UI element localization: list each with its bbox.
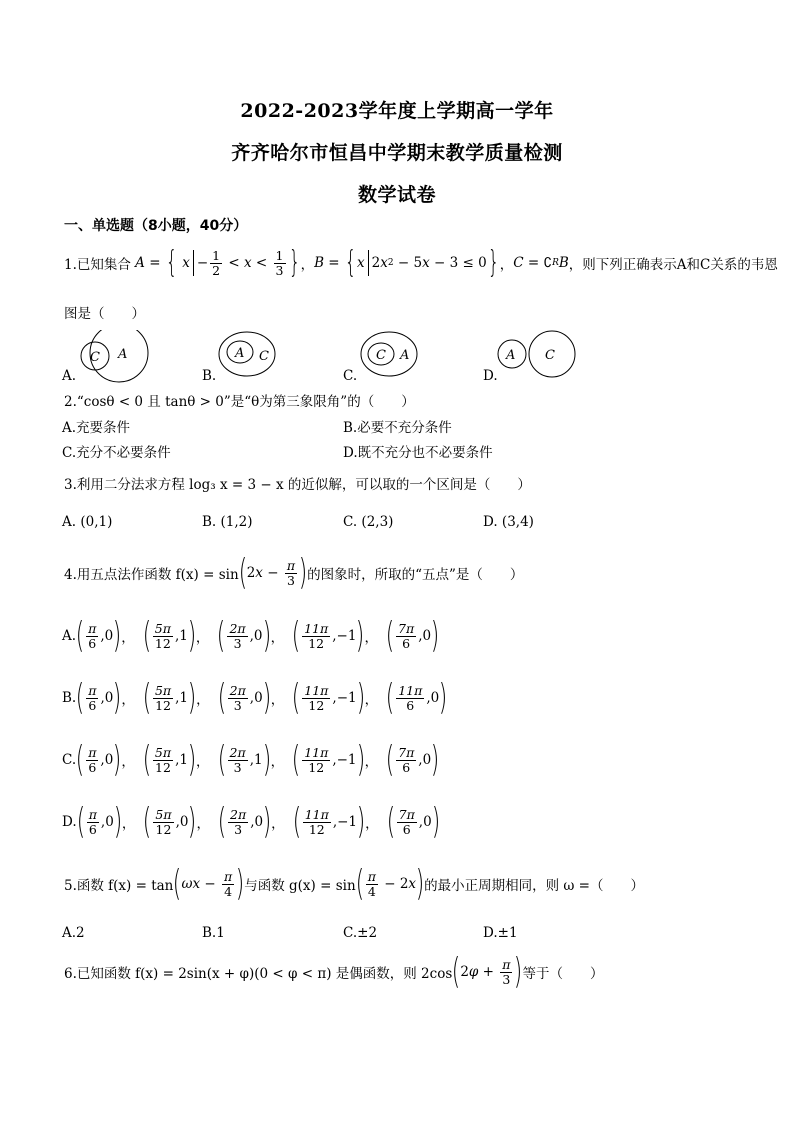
q1-option-d-label: D. xyxy=(483,368,498,384)
q1-set-a: A xyxy=(130,255,145,271)
q4-point: ( $\frac{11\pi}{12}$ ,−1 ) ， xyxy=(292,677,379,718)
q4-point: ( $\frac{5\pi}{12}$ ,1 ) ， xyxy=(142,677,210,718)
q3-option-b[interactable]: B. (1,2) xyxy=(202,514,253,530)
q1-option-c[interactable] xyxy=(354,330,424,386)
venn-diagram-a xyxy=(62,330,157,385)
q4-option-label: D. xyxy=(62,814,77,830)
venn-a-outer: A xyxy=(118,347,128,362)
q4-option-label: B. xyxy=(62,690,77,706)
q5-option-d[interactable]: D.±1 xyxy=(483,925,518,941)
exam-title-line3: 数学试卷 xyxy=(357,184,436,206)
question-4: 4.用五点法作函数 f(x) = sin ( 2 x − $\frac{\pi}{3}$ ) 的图象时，所取的“五点”是（ ） xyxy=(64,552,524,593)
q4-point: ( $\frac{11\pi}{6}$ ,0 ) xyxy=(385,677,448,718)
q3-option-a[interactable]: A. (0,1) xyxy=(62,514,113,530)
q4-option-d[interactable] xyxy=(62,801,448,842)
q4-option-c[interactable] xyxy=(62,739,447,780)
q3-option-c[interactable]: C. (2,3) xyxy=(343,514,394,530)
q5-option-a[interactable]: A.2 xyxy=(62,925,85,941)
q6-prefix: 6.已知函数 f(x) = 2sin(x + φ)(0 < φ < π) 是偶函数，则 2cos xyxy=(64,966,453,982)
question-1-line1: 1.已知集合 A = { x − $\frac{1}{2}$ < x < $\frac{1}{3}$ } ， B = { x 2 x 2 − 5 x − 3 ≤ 0 } ， C = ∁ R B ，则下列正确表示A和C关系的韦恩 xyxy=(64,245,778,280)
venn-diagram-c xyxy=(354,330,424,382)
q4-option-label: C. xyxy=(62,752,77,768)
question-6: 6.已知函数 f(x) = 2sin(x + φ)(0 < φ < π) 是偶函数，则 2cos ( 2 φ + $\frac{\pi}{3}$ ) 等于（ ） xyxy=(64,951,604,992)
q1-option-b[interactable] xyxy=(212,330,282,386)
q4-point: ( $\frac{2\pi}{3}$ ,0 ) ， xyxy=(217,801,285,842)
q6-suffix: 等于（ ） xyxy=(522,966,604,982)
question-2: 2.“cosθ < 0 且 tanθ > 0”是“θ为第三象限角”的（ ） xyxy=(64,394,415,410)
q5-suffix: 的最小正周期相同，则 ω =（ ） xyxy=(424,878,644,894)
q4-suffix: 的图象时，所取的“五点”是（ ） xyxy=(307,567,524,583)
exam-title-line2: 齐齐哈尔市恒昌中学期末教学质量检测 xyxy=(231,142,563,164)
q4-option-b[interactable] xyxy=(62,677,455,718)
q4-point: ( $\frac{7\pi}{6}$ ,0 ) xyxy=(385,739,440,780)
venn-c-inner: C xyxy=(376,348,386,363)
venn-diagram-b xyxy=(212,330,282,382)
q4-point: ( $\frac{11\pi}{12}$ ,−1 ) ， xyxy=(291,615,378,656)
venn-d-left: A xyxy=(506,348,516,363)
q4-point: ( $\frac{2\pi}{3}$ ,1 ) ， xyxy=(217,739,285,780)
q4-point: ( $\frac{\pi}{6}$ ,0 ) ， xyxy=(76,801,136,842)
venn-diagram-d xyxy=(496,330,580,382)
question-1-line2: 图是（ ） xyxy=(64,306,145,322)
q4-point: ( $\frac{11\pi}{12}$ ,−1 ) ， xyxy=(291,739,379,780)
venn-c-outer: A xyxy=(400,348,410,363)
q4-prefix: 4.用五点法作函数 f(x) = sin xyxy=(64,567,239,583)
q2-option-d[interactable]: D.既不充分也不必要条件 xyxy=(343,445,493,461)
q5-option-b[interactable]: B.1 xyxy=(202,925,225,941)
venn-d-right: C xyxy=(545,348,555,363)
q4-option-label: A. xyxy=(62,628,77,644)
q1-option-b-label: B. xyxy=(202,368,217,384)
q2-option-b[interactable]: B.必要不充分条件 xyxy=(343,420,452,436)
q1-prefix: 1.已知集合 xyxy=(64,257,131,273)
q4-point: ( $\frac{\pi}{6}$ ,0 ) ， xyxy=(75,615,135,656)
section-heading-single-choice: 一、单选题（8小题，40分） xyxy=(64,218,248,234)
q1-text-tail: ，则下列正确表示A和C关系的韦恩 xyxy=(568,257,778,273)
q4-point: ( $\frac{11\pi}{12}$ ,−1 ) ， xyxy=(292,801,379,842)
q5-option-c[interactable]: C.±2 xyxy=(343,925,378,941)
q1-option-c-label: C. xyxy=(343,368,358,384)
venn-b-outer: C xyxy=(259,349,269,364)
q4-point: ( $\frac{2\pi}{3}$ ,0 ) ， xyxy=(217,615,285,656)
q4-point: ( $\frac{2\pi}{3}$ ,0 ) ， xyxy=(217,677,285,718)
q4-point: ( $\frac{\pi}{6}$ ,0 ) ， xyxy=(75,739,135,780)
question-5: 5.函数 f(x) = tan ( ωx − $\frac{\pi}{4}$ ) 与函数 g(x) = sin ( $\frac{\pi}{4}$ − 2 x ) 的最小正周期相同，则 ω =（ ） xyxy=(64,863,644,904)
q4-point: ( $\frac{5\pi}{12}$ ,1 ) ， xyxy=(142,615,210,656)
q4-point: ( $\frac{5\pi}{12}$ ,0 ) ， xyxy=(143,801,210,842)
q4-point: ( $\frac{5\pi}{12}$ ,1 ) ， xyxy=(142,739,210,780)
q2-option-c[interactable]: C.充分不必要条件 xyxy=(62,445,171,461)
question-3: 3.利用二分法求方程 log₃ x = 3 − x 的近似解，可以取的一个区间是（ ） xyxy=(64,477,531,493)
q4-point: ( $\frac{7\pi}{6}$ ,0 ) xyxy=(386,801,440,842)
q1-option-a[interactable] xyxy=(62,330,157,389)
q3-option-d[interactable]: D. (3,4) xyxy=(483,514,534,530)
venn-a-inner: C xyxy=(90,350,100,365)
q1-option-a-label: A. xyxy=(62,368,77,384)
exam-title-line1: 2022-2023学年度上学期高一学年 xyxy=(240,100,554,122)
q4-point: ( $\frac{\pi}{6}$ ,0 ) ， xyxy=(76,677,135,718)
q4-point: ( $\frac{7\pi}{6}$ ,0 ) xyxy=(385,615,440,656)
q5-middle: 与函数 g(x) = sin xyxy=(244,878,356,894)
q5-prefix: 5.函数 f(x) = tan xyxy=(64,878,174,894)
q4-option-a[interactable] xyxy=(62,615,447,656)
q1-option-d[interactable] xyxy=(496,330,580,386)
venn-b-inner: A xyxy=(235,346,245,361)
q2-option-a[interactable]: A.充要条件 xyxy=(62,420,131,436)
